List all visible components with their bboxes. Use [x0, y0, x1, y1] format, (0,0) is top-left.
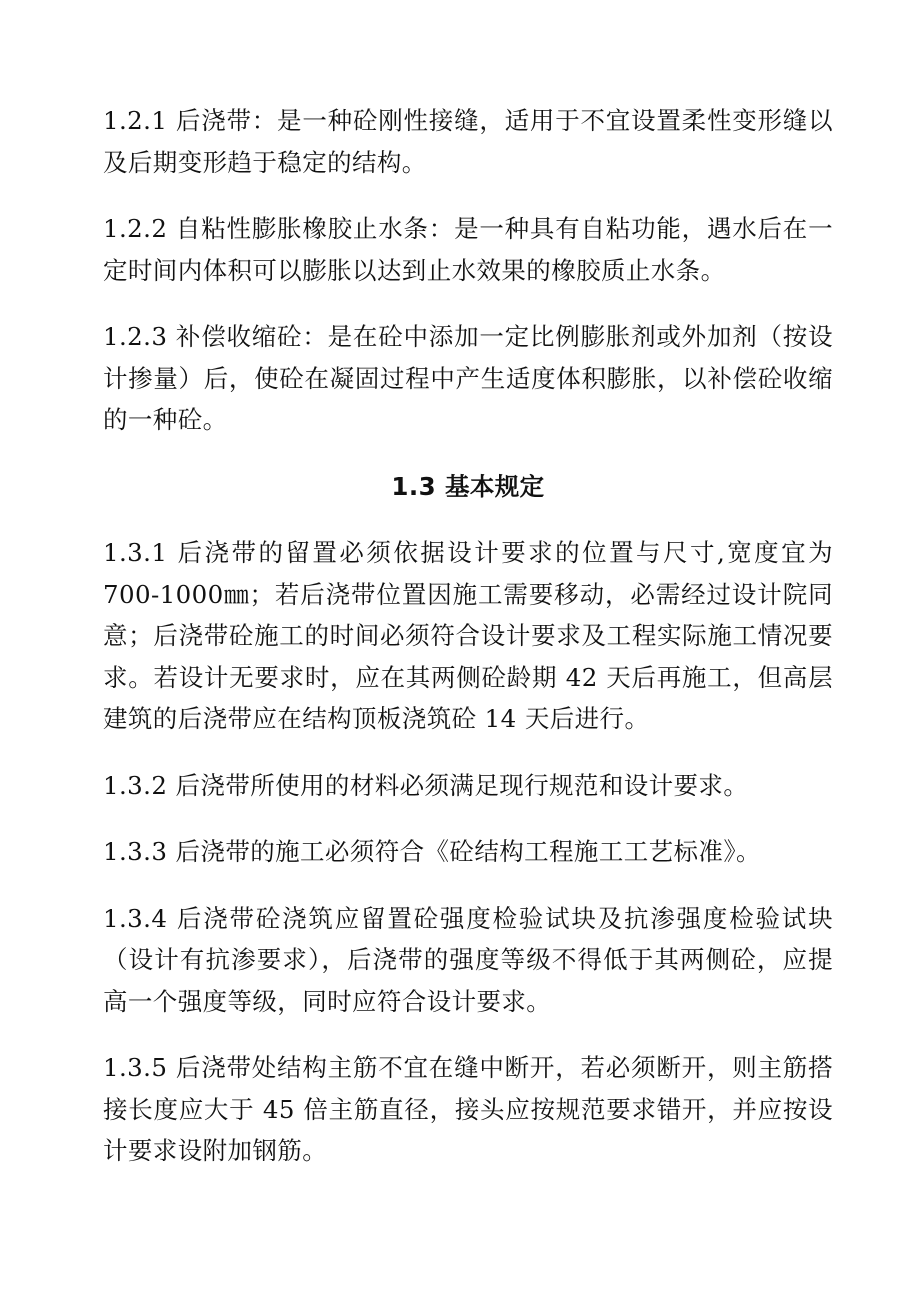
- paragraph-1-2-3: 1.2.3 补偿收缩砼：是在砼中添加一定比例膨胀剂或外加剂（按设计掺量）后，使砼在凝固过程中产生适度体积膨胀，以补偿砼收缩的一种砼。: [103, 322, 833, 434]
- paragraph-1-3-4: 1.3.4 后浇带砼浇筑应留置砼强度检验试块及抗渗强度检验试块（设计有抗渗要求），后浇带的强度等级不得低于其两侧砼，应提高一个强度等级，同时应符合设计要求。: [103, 903, 833, 1016]
- paragraph-1-3-1: 1.3.1 后浇带的留置必须依据设计要求的位置与尺寸,宽度宜为700-1000㎜；若后浇带位置因施工需要移动，必需经过设计院同意；后浇带砼施工的时间必须符合设计要求及工程实际施工情况要求。若设计无要求时，应在其两侧砼龄期 42 天后再施工，但高层建筑的后浇带应在结构顶板浇筑砼 14 天后进行。: [103, 538, 833, 733]
- paragraph-1-3-5: 1.3.5 后浇带处结构主筋不宜在缝中断开，若必须断开，则主筋搭接长度应大于 45 倍主筋直径，接头应按规范要求错开，并应按设计要求设附加钢筋。: [103, 1053, 833, 1165]
- section-heading: 1.3 基本规定: [391, 471, 545, 501]
- paragraph-1-3-2: 1.3.2 后浇带所使用的材料必须满足现行规范和设计要求。: [103, 770, 749, 800]
- paragraph-1-2-1: 1.2.1 后浇带：是一种砼刚性接缝，适用于不宜设置柔性变形缝以及后期变形趋于稳定的结构。: [103, 106, 833, 177]
- document-body: [103, 100, 833, 1197]
- paragraph-1-2-2: 1.2.2 自粘性膨胀橡胶止水条：是一种具有自粘功能，遇水后在一定时间内体积可以膨胀以达到止水效果的橡胶质止水条。: [103, 214, 833, 285]
- paragraph-1-3-3: 1.3.3 后浇带的施工必须符合《砼结构工程施工工艺标准》。: [103, 837, 761, 866]
